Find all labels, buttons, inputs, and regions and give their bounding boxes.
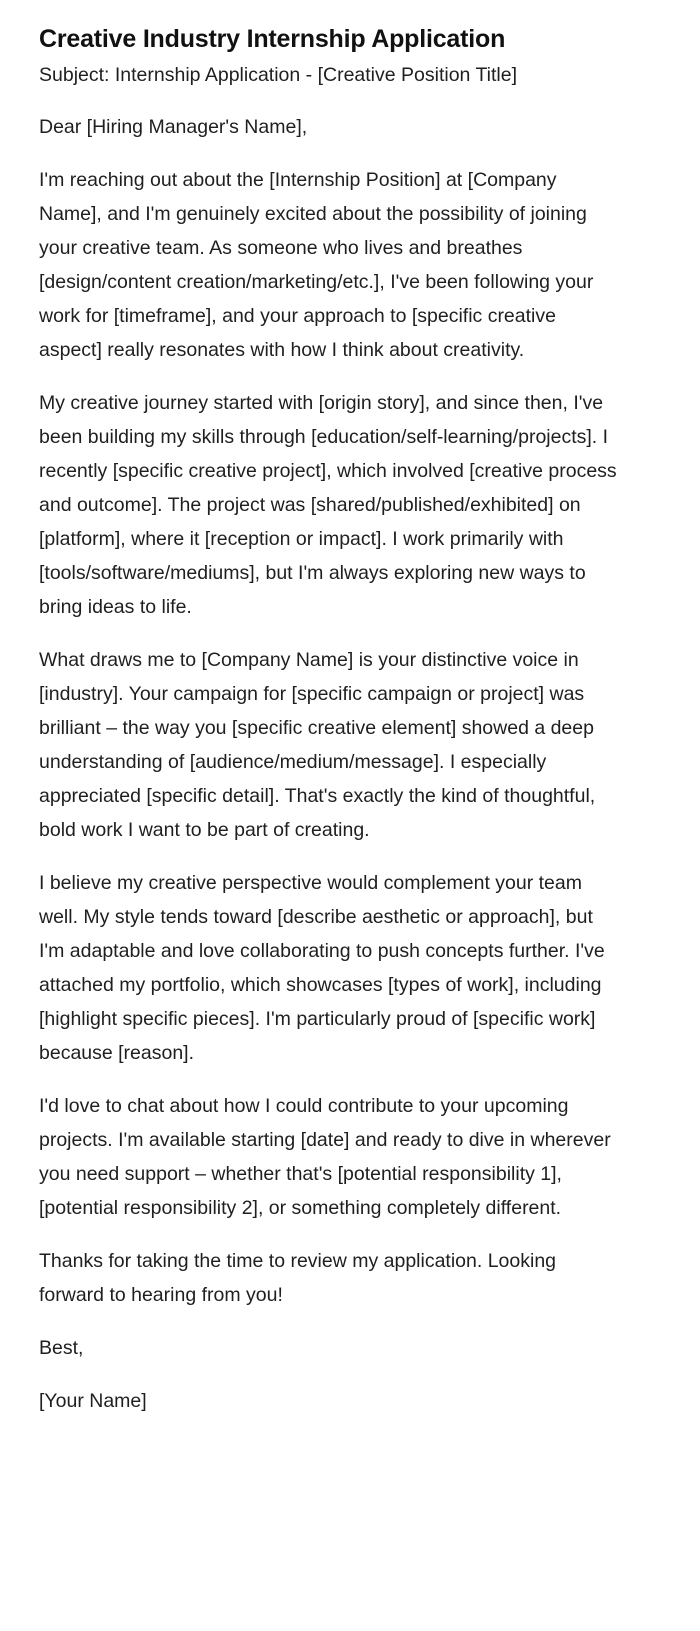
signature: [Your Name] bbox=[39, 1390, 147, 1412]
body-paragraph-2: My creative journey started with [origin story], and since then, I've been building my skills through [education/self-learning/projects]. I recently [specific creative project], which involved [creative process and outcome]. The project was [shared/published/exhibited] on [platform], where it [reception or impact]. I work primarily with [tools/software/mediums], but I'm always exploring new ways to bring ideas to life. bbox=[39, 392, 617, 618]
closing: Best, bbox=[39, 1337, 84, 1359]
subject-line: Subject: Internship Application - [Creative Position Title] bbox=[39, 64, 517, 86]
document-title: Creative Industry Internship Application bbox=[39, 25, 506, 53]
salutation: Dear [Hiring Manager's Name], bbox=[39, 116, 308, 138]
body-paragraph-3: What draws me to [Company Name] is your distinctive voice in [industry]. Your campaign for [specific campaign or project] was brilliant – the way you [specific creative element] showed a deep understanding of [audience/medium/message]. I especially appreciated [specific detail]. That's exactly the kind of thoughtful, bold work I want to be part of creating. bbox=[39, 649, 596, 841]
body-paragraph-5: I'd love to chat about how I could contribute to your upcoming projects. I'm available starting [date] and ready to dive in wherever you need support – whether that's [potential responsibility 1], [potential responsibility 2], or something completely different. bbox=[39, 1095, 611, 1219]
body-paragraph-6: Thanks for taking the time to review my application. Looking forward to hearing from you! bbox=[39, 1250, 557, 1306]
body-paragraph-1: I'm reaching out about the [Internship Position] at [Company Name], and I'm genuinely excited about the possibility of joining your creative team. As someone who lives and breathes [design/content creation/marketing/etc.], I've been following your work for [timeframe], and your approach to [specific creative aspect] really resonates with how I think about creativity. bbox=[39, 169, 594, 361]
body-paragraph-4: I believe my creative perspective would complement your team well. My style tends toward [describe aesthetic or approach], but I'm adaptable and love collaborating to push concepts further. I've attached my portfolio, which showcases [types of work], including [highlight specific pieces]. I'm particularly proud of [specific work] because [reason]. bbox=[39, 872, 605, 1064]
